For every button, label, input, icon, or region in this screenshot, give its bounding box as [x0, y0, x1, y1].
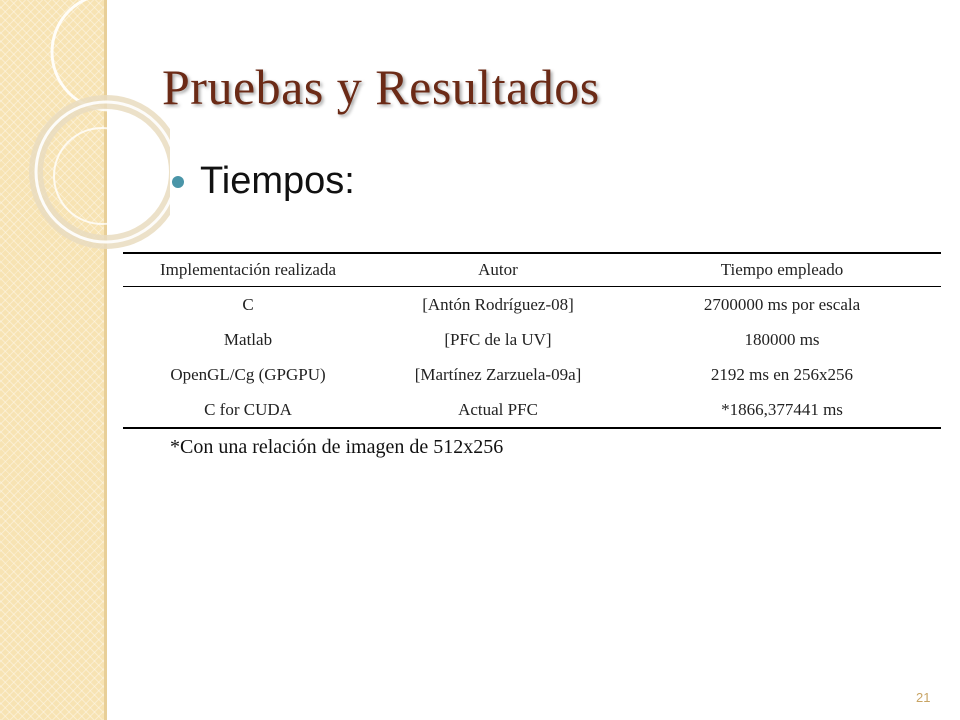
bullet-text: Tiempos:: [200, 160, 355, 202]
header-author: Autor: [373, 253, 623, 287]
table-row: [123, 392, 941, 428]
cell-author: [Antón Rodríguez-08]: [422, 294, 574, 314]
page-number: 21: [916, 690, 931, 705]
cell-time: 2700000 ms por escala: [703, 294, 861, 314]
bullet-item: [172, 160, 355, 203]
cell-author: [Martínez Zarzuela-09a]: [414, 364, 582, 384]
decorative-circles: [0, 0, 170, 260]
cell-author: [PFC de la UV]: [444, 329, 552, 349]
table-header-row: [123, 253, 941, 287]
footnote: *Con una relación de imagen de 512x256: [170, 436, 504, 458]
table-row: [123, 357, 941, 392]
cell-implementation: C for CUDA: [123, 392, 373, 428]
cell-implementation: Matlab: [223, 329, 273, 349]
table-row: [123, 322, 941, 357]
cell-time: 180000 ms: [744, 329, 820, 349]
cell-time: *1866,377441 ms: [623, 392, 941, 428]
cell-time: 2192 ms en 256x256: [710, 364, 854, 384]
table-row: [123, 287, 941, 323]
timing-table: [123, 252, 941, 429]
bullet-dot-icon: [172, 176, 184, 188]
header-implementation: Implementación realizada: [123, 253, 373, 287]
slide-title: Pruebas y Resultados: [162, 59, 600, 115]
cell-author: Actual PFC: [373, 392, 623, 428]
header-time: Tiempo empleado: [623, 253, 941, 287]
cell-implementation: OpenGL/Cg (GPGPU): [170, 364, 326, 384]
cell-implementation: C: [242, 294, 254, 314]
